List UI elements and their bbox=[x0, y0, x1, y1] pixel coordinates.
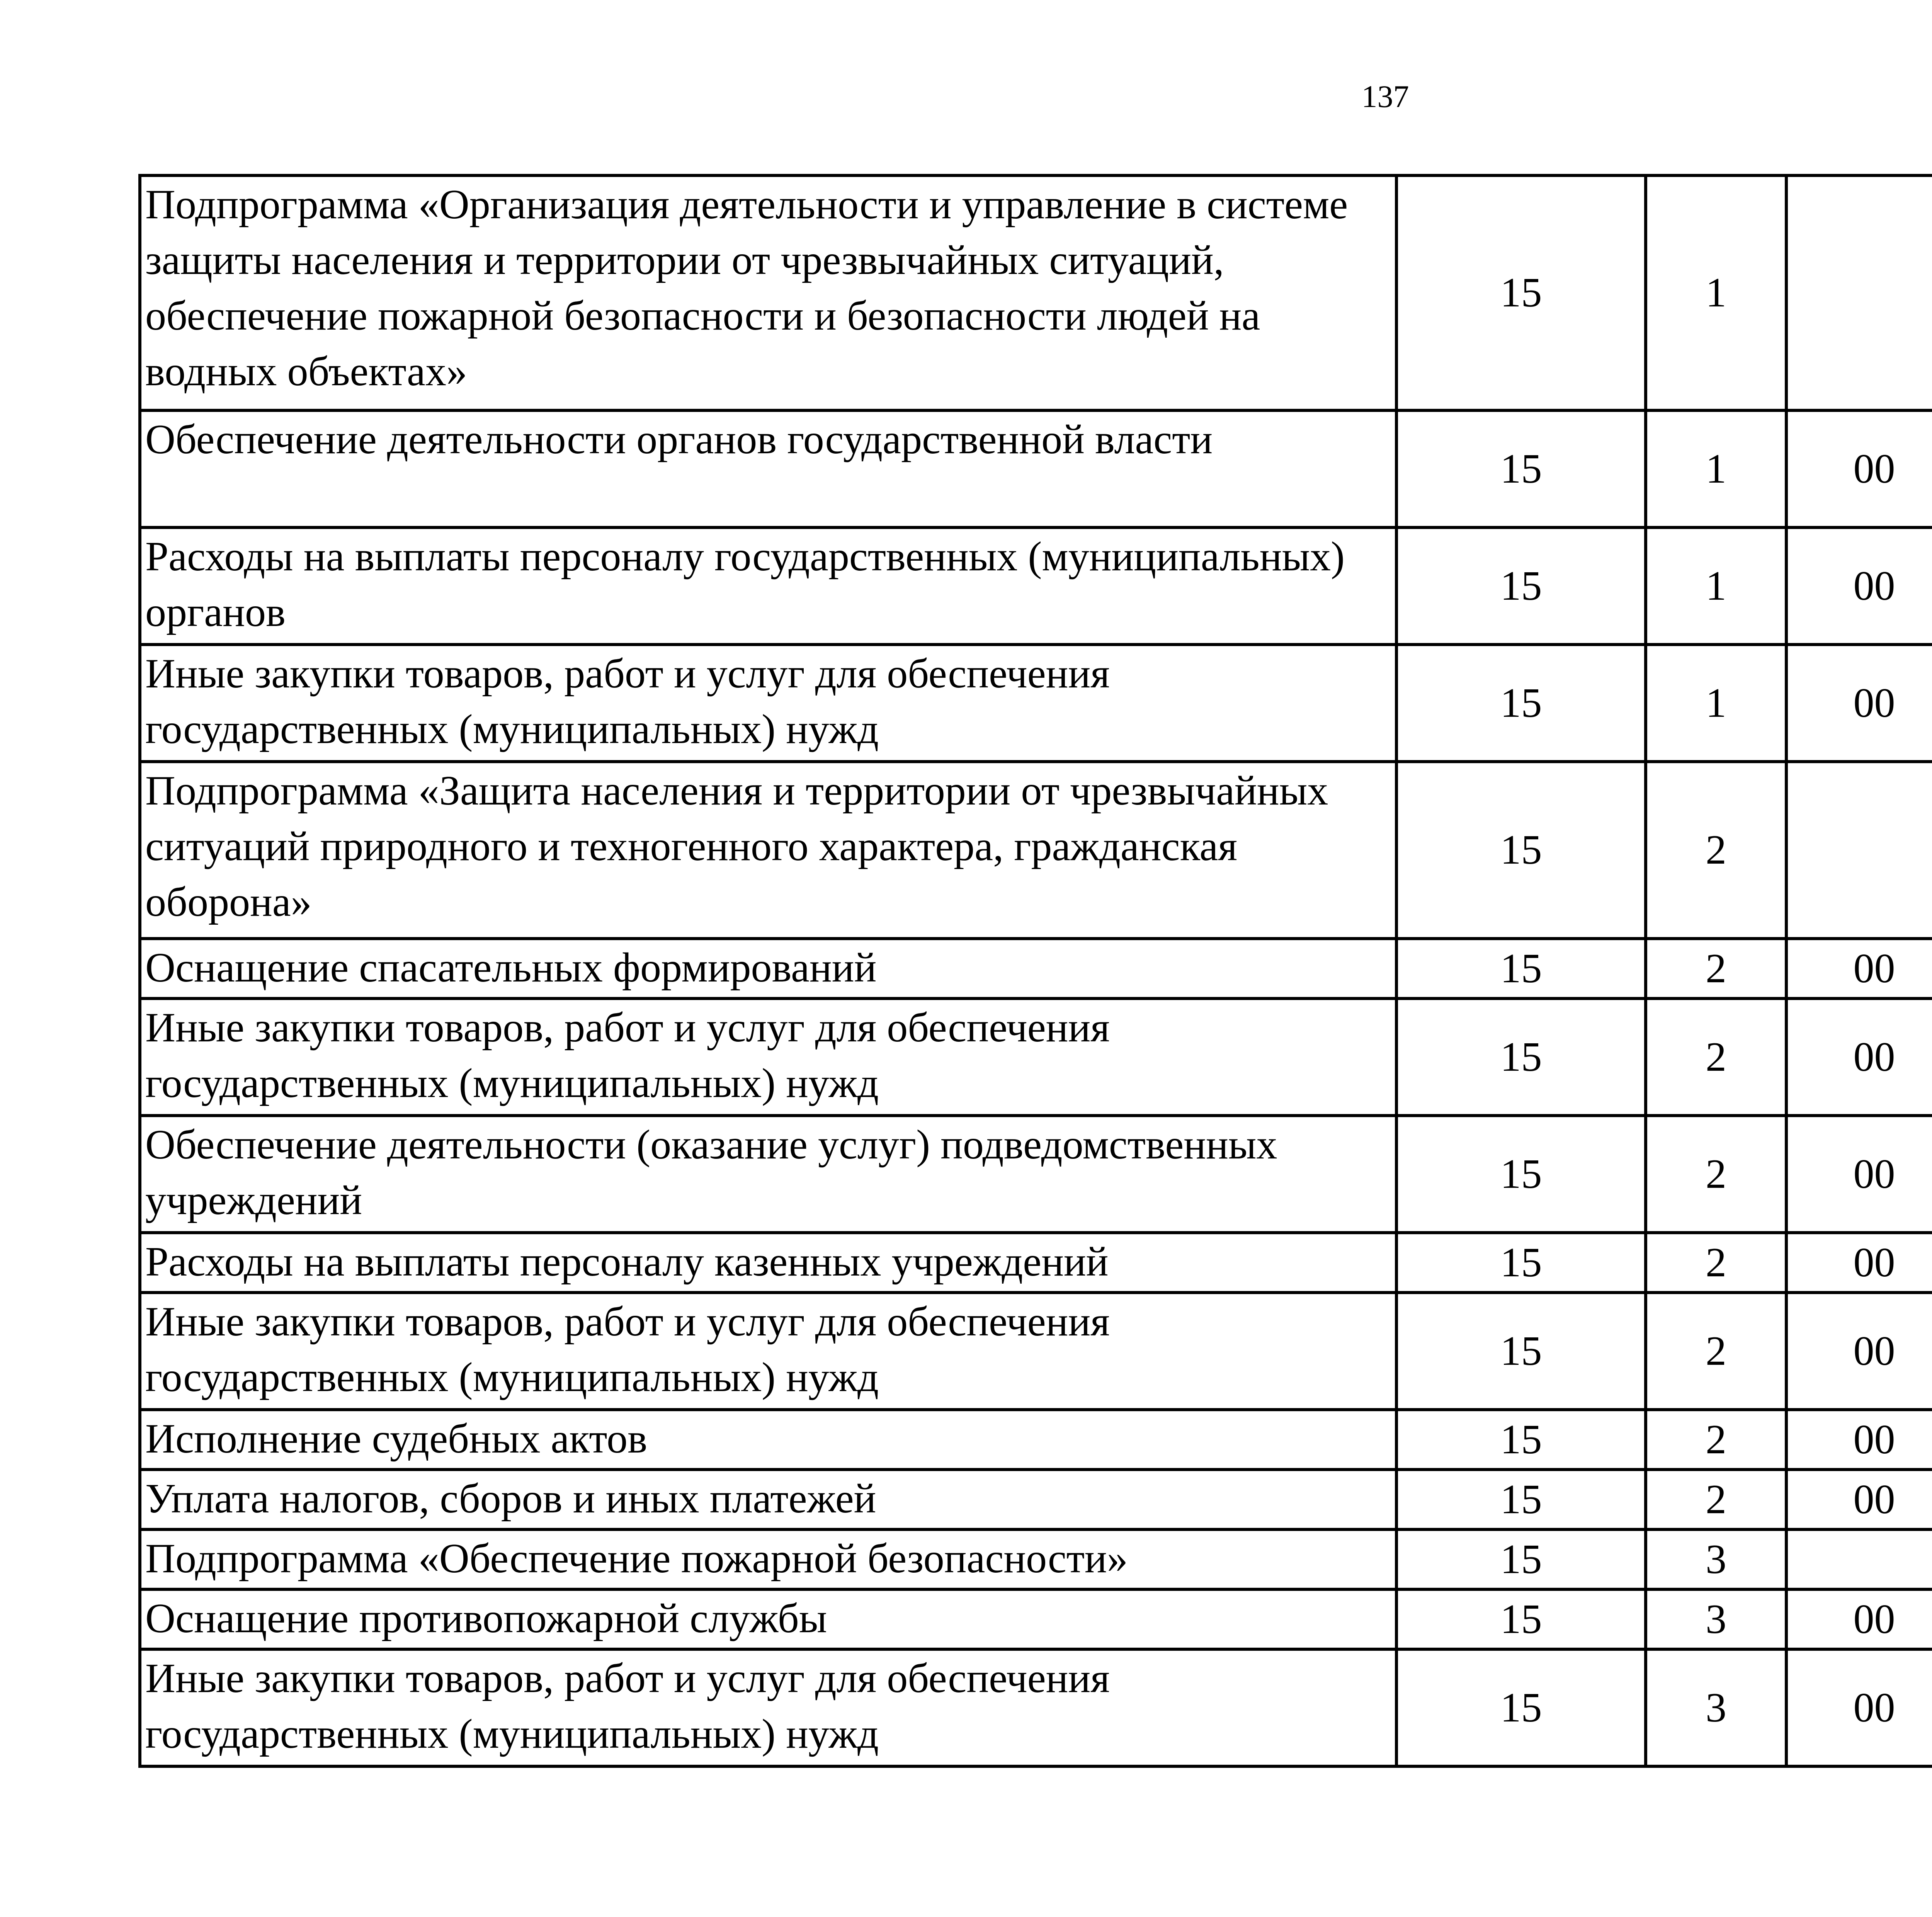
table-row bbox=[140, 998, 1932, 1116]
table-row bbox=[140, 1529, 1932, 1589]
row-program-code: 15 bbox=[1396, 998, 1646, 1116]
row-name: Подпрограмма «Защита населения и территории от чрезвычайных ситуаций природного и техногенного характера, гражданская оборона» bbox=[140, 762, 1396, 939]
row-name: Иные закупки товаров, работ и услуг для обеспечения государственных (муниципальных) нужд bbox=[140, 998, 1396, 1116]
row-subprogram-code: 2 bbox=[1646, 762, 1786, 939]
row-main-activity-code: 00 bbox=[1786, 1470, 1932, 1529]
row-subprogram-code: 2 bbox=[1646, 939, 1786, 998]
row-name: Подпрограмма «Организация деятельности и управление в системе защиты населения и территории от чрезвычайных ситуаций, обеспечение пожарной безопасности и безопасности людей на водных объектах» bbox=[140, 175, 1396, 410]
table-row bbox=[140, 645, 1932, 762]
row-subprogram-code: 1 bbox=[1646, 645, 1786, 762]
table-row bbox=[140, 939, 1932, 998]
row-name: Подпрограмма «Обеспечение пожарной безопасности» bbox=[140, 1529, 1396, 1589]
table-row bbox=[140, 1410, 1932, 1470]
row-main-activity-code: 00 bbox=[1786, 939, 1932, 998]
row-subprogram-code: 1 bbox=[1646, 410, 1786, 527]
row-subprogram-code: 2 bbox=[1646, 1116, 1786, 1233]
row-program-code: 15 bbox=[1396, 939, 1646, 998]
row-main-activity-code: 00 bbox=[1786, 1116, 1932, 1233]
row-subprogram-code: 1 bbox=[1646, 175, 1786, 410]
row-subprogram-code: 1 bbox=[1646, 527, 1786, 645]
row-name: Иные закупки товаров, работ и услуг для обеспечения государственных (муниципальных) нужд bbox=[140, 1293, 1396, 1410]
row-name: Обеспечение деятельности органов государственной власти bbox=[140, 410, 1396, 527]
row-name: Уплата налогов, сборов и иных платежей bbox=[140, 1470, 1396, 1529]
row-program-code: 15 bbox=[1396, 1233, 1646, 1293]
row-program-code: 15 bbox=[1396, 1293, 1646, 1410]
row-subprogram-code: 3 bbox=[1646, 1529, 1786, 1589]
row-main-activity-code: 00 bbox=[1786, 1649, 1932, 1766]
row-subprogram-code: 3 bbox=[1646, 1649, 1786, 1766]
table-row bbox=[140, 175, 1932, 410]
row-program-code: 15 bbox=[1396, 175, 1646, 410]
budget-table bbox=[138, 174, 1932, 1768]
row-main-activity-code: 00 bbox=[1786, 527, 1932, 645]
table-row bbox=[140, 1233, 1932, 1293]
page-number: 137 bbox=[1361, 79, 1409, 114]
row-program-code: 15 bbox=[1396, 527, 1646, 645]
table-row bbox=[140, 1649, 1932, 1766]
table-row bbox=[140, 1589, 1932, 1649]
row-name: Расходы на выплаты персоналу казенных учреждений bbox=[140, 1233, 1396, 1293]
row-subprogram-code: 2 bbox=[1646, 1470, 1786, 1529]
row-name: Исполнение судебных актов bbox=[140, 1410, 1396, 1470]
row-subprogram-code: 2 bbox=[1646, 1233, 1786, 1293]
row-name: Расходы на выплаты персоналу государственных (муниципальных) органов bbox=[140, 527, 1396, 645]
row-program-code: 15 bbox=[1396, 1529, 1646, 1589]
table-row bbox=[140, 1116, 1932, 1233]
row-main-activity-code: 00 bbox=[1786, 1233, 1932, 1293]
row-program-code: 15 bbox=[1396, 1470, 1646, 1529]
row-name: Оснащение спасательных формирований bbox=[140, 939, 1396, 998]
row-subprogram-code: 2 bbox=[1646, 1410, 1786, 1470]
row-main-activity-code bbox=[1786, 1529, 1932, 1589]
row-main-activity-code: 00 bbox=[1786, 645, 1932, 762]
row-main-activity-code: 00 bbox=[1786, 410, 1932, 527]
row-name: Обеспечение деятельности (оказание услуг) подведомственных учреждений bbox=[140, 1116, 1396, 1233]
row-main-activity-code bbox=[1786, 762, 1932, 939]
row-program-code: 15 bbox=[1396, 1649, 1646, 1766]
row-program-code: 15 bbox=[1396, 1589, 1646, 1649]
row-main-activity-code: 00 bbox=[1786, 998, 1932, 1116]
row-main-activity-code: 00 bbox=[1786, 1410, 1932, 1470]
row-program-code: 15 bbox=[1396, 645, 1646, 762]
row-program-code: 15 bbox=[1396, 1410, 1646, 1470]
row-program-code: 15 bbox=[1396, 1116, 1646, 1233]
table-row bbox=[140, 1293, 1932, 1410]
row-subprogram-code: 2 bbox=[1646, 1293, 1786, 1410]
table-row bbox=[140, 762, 1932, 939]
row-main-activity-code bbox=[1786, 175, 1932, 410]
table-row bbox=[140, 527, 1932, 645]
row-subprogram-code: 2 bbox=[1646, 998, 1786, 1116]
row-name: Иные закупки товаров, работ и услуг для обеспечения государственных (муниципальных) нужд bbox=[140, 645, 1396, 762]
row-program-code: 15 bbox=[1396, 410, 1646, 527]
table-row bbox=[140, 410, 1932, 527]
row-main-activity-code: 00 bbox=[1786, 1293, 1932, 1410]
row-name: Оснащение противопожарной службы bbox=[140, 1589, 1396, 1649]
table-row bbox=[140, 1470, 1932, 1529]
row-name: Иные закупки товаров, работ и услуг для обеспечения государственных (муниципальных) нужд bbox=[140, 1649, 1396, 1766]
row-main-activity-code: 00 bbox=[1786, 1589, 1932, 1649]
row-subprogram-code: 3 bbox=[1646, 1589, 1786, 1649]
row-program-code: 15 bbox=[1396, 762, 1646, 939]
